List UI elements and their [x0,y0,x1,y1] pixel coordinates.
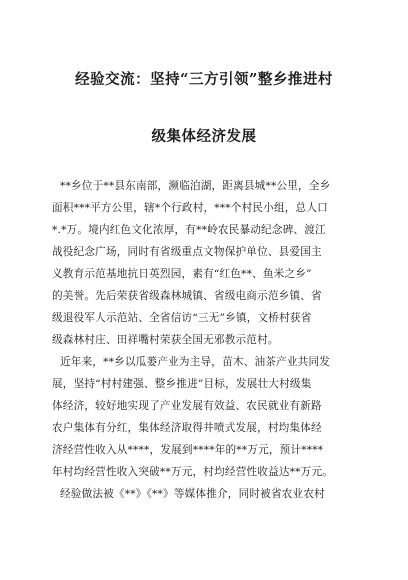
document-title-line-1: 经验交流：坚持“三方引领”整乡推进村 [75,71,333,88]
body-line: *.*万。境内红色文化浓厚，有**岭农民暴动纪念碑、渡江 [52,224,326,236]
body-line: 年村均经营性收入突破**万元，村均经营性收益达**万元。 [52,466,334,478]
body-line: 体经济，较好地实现了产业发展有效益、农民就业有新路 [52,400,322,412]
body-line: **乡位于**县东南部，濒临泊湖，距离县城**公里，全乡 [60,180,331,192]
body-line: 展，坚持“村村建强、整乡推进”目标，发展壮大村级集 [52,378,312,390]
body-line: 面积***平方公里，辖*个行政村，***个村民小组，总人口 [52,202,328,214]
body-line: 近年来，**乡以瓜蒌产业为主导，苗木、油茶产业共同发 [60,356,331,368]
body-line: 战役纪念广场，同时有省级重点文物保护单位、县爱国主 [52,246,322,258]
body-line: 义教育示范基地抗日英烈园，素有“红色**、鱼米之乡” [52,268,312,280]
body-line: 农户集体有分红，集体经济取得井喷式发展，村均集体经 [52,422,322,434]
body-line: 济经营性收入从****，发展到****年的**万元，预计**** [52,444,324,456]
body-line: 级森林村庄、田祥嘴村荣获全国无邪教示范村。 [52,334,279,346]
document-title-line-2: 级集体经济发展 [151,128,257,145]
body-line: 的美誉。先后荣获省级森林城镇、省级电商示范乡镇、省 [52,290,322,302]
body-line: 经验做法被《**》《**》等媒体推介，同时被省农业农村 [60,488,325,500]
body-line: 级退役军人示范站、全省信访“三无”乡镇，文桥村获省 [52,312,312,324]
